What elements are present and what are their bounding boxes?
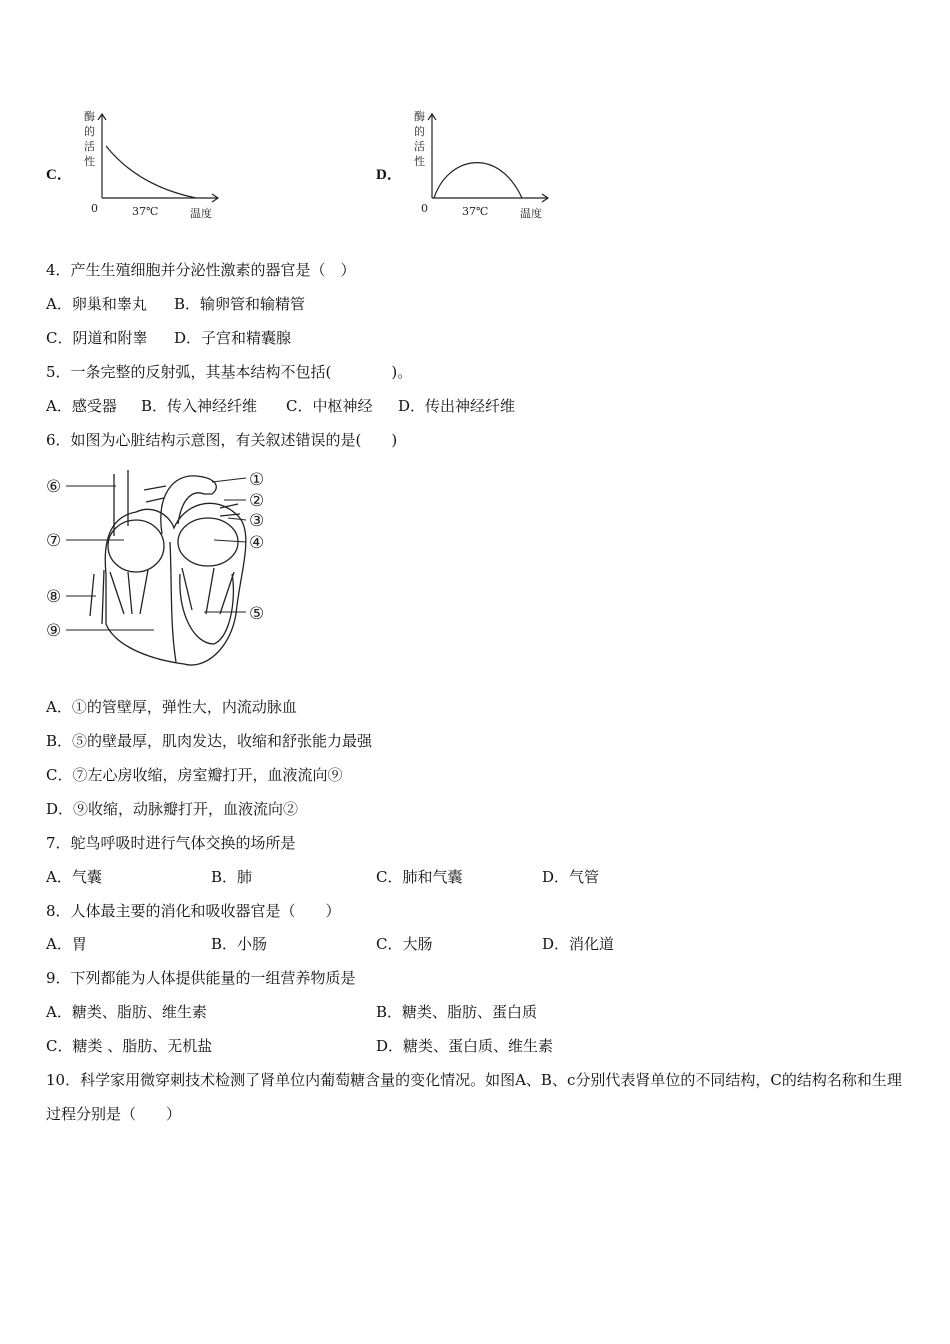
- question-4-stem: 4．产生生殖细胞并分泌性激素的器官是（ ）: [46, 261, 356, 279]
- option-c-label[interactable]: C．: [46, 167, 72, 183]
- q7-option-a[interactable]: A．气囊: [46, 868, 102, 886]
- heart-structure-diagram: [44, 464, 276, 676]
- graph-d-ylabel-3: 性: [414, 155, 425, 168]
- q7-option-c[interactable]: C．肺和气囊: [376, 868, 463, 886]
- graph-c-tick: 37℃: [132, 205, 159, 218]
- question-6-stem: 6．如图为心脏结构示意图，有关叙述错误的是( ): [46, 431, 398, 449]
- question-5-stem: 5．一条完整的反射弧，其基本结构不包括( )。: [46, 363, 413, 381]
- graph-d-tick: 37℃: [462, 205, 489, 218]
- graph-c-curve: [106, 146, 196, 198]
- graph-d-origin: 0: [421, 202, 428, 215]
- q4-option-d[interactable]: D．子宫和精囊腺: [174, 329, 292, 347]
- enzyme-activity-graph-d: [408, 106, 558, 226]
- q4-option-b[interactable]: B．输卵管和输精管: [174, 295, 306, 313]
- enzyme-activity-graph-c: [78, 106, 228, 226]
- q4-option-c[interactable]: C．阴道和附睾: [46, 329, 148, 347]
- q5-option-a[interactable]: A．感受器: [46, 397, 117, 415]
- pulmonary-artery: [144, 486, 166, 502]
- q6-option-d[interactable]: D．⑨收缩，动脉瓣打开，血液流向②: [46, 800, 299, 818]
- q7-option-d[interactable]: D．气管: [542, 868, 600, 886]
- left-atrium: [178, 518, 238, 566]
- q9-option-d[interactable]: D．糖类、蛋白质、维生素: [376, 1037, 554, 1055]
- septum: [170, 542, 176, 662]
- q9-option-a[interactable]: A．糖类、脂肪、维生素: [46, 1003, 207, 1021]
- q8-option-a[interactable]: A．胃: [46, 935, 87, 953]
- right-atrium: [108, 520, 164, 572]
- graph-d-ylabel-2: 活: [414, 140, 425, 153]
- q5-option-d[interactable]: D．传出神经纤维: [398, 397, 516, 415]
- graph-c-ylabel-2: 活: [84, 140, 95, 153]
- graph-c-origin: 0: [91, 202, 98, 215]
- heart-label-8: ⑧: [46, 587, 62, 607]
- heart-label-5: ⑤: [249, 604, 265, 624]
- question-9-stem: 9．下列都能为人体提供能量的一组营养物质是: [46, 969, 356, 987]
- question-10-stem: 10．科学家用微穿刺技术检测了肾单位内葡萄糖含量的变化情况。如图A、B、c分别代表肾单位的不同结构，C的结构名称和生理过程分别是（ ）: [46, 1071, 902, 1123]
- graph-d-ylabel-1: 的: [414, 125, 425, 138]
- q8-option-b[interactable]: B．小肠: [211, 935, 268, 953]
- mitral-valve: [182, 568, 234, 614]
- heart-label-6: ⑥: [46, 477, 62, 497]
- superior-vena-cava: [114, 470, 128, 536]
- q8-option-d[interactable]: D．消化道: [542, 935, 615, 953]
- heart-label-7: ⑦: [46, 531, 62, 551]
- q5-option-b[interactable]: B．传入神经纤维: [141, 397, 258, 415]
- q4-option-a[interactable]: A．卵巢和睾丸: [46, 295, 147, 313]
- heart-label-9: ⑨: [46, 621, 62, 641]
- heart-outline: [105, 503, 246, 665]
- q8-option-c[interactable]: C．大肠: [376, 935, 433, 953]
- q5-option-c[interactable]: C．中枢神经: [286, 397, 373, 415]
- q6-option-c[interactable]: C．⑦左心房收缩，房室瓣打开，血液流向⑨: [46, 766, 343, 784]
- aorta: [161, 476, 216, 534]
- heart-label-2: ②: [249, 491, 265, 511]
- graph-d-ylabel-0: 酶: [414, 110, 425, 123]
- question-7-stem: 7．鸵鸟呼吸时进行气体交换的场所是: [46, 834, 296, 852]
- inferior-vena-cava: [90, 570, 104, 624]
- graph-d-xlabel: 温度: [520, 207, 542, 220]
- q6-option-b[interactable]: B．⑤的壁最厚，肌肉发达，收缩和舒张能力最强: [46, 732, 373, 750]
- heart-label-3: ③: [249, 511, 265, 531]
- q6-option-a[interactable]: A．①的管壁厚，弹性大，内流动脉血: [46, 698, 297, 716]
- heart-label-1: ①: [249, 470, 265, 490]
- heart-label-4: ④: [249, 533, 265, 553]
- graph-c-ylabel-3: 性: [84, 155, 95, 168]
- graph-c-ylabel-0: 酶: [84, 110, 95, 123]
- question-8-stem: 8．人体最主要的消化和吸收器官是（ ）: [46, 902, 341, 920]
- option-d-label[interactable]: D．: [376, 167, 402, 183]
- tricuspid-valve: [110, 570, 148, 614]
- graph-c-xlabel: 温度: [190, 207, 212, 220]
- q9-option-b[interactable]: B．糖类、脂肪、蛋白质: [376, 1003, 538, 1021]
- graph-c-ylabel-1: 的: [84, 125, 95, 138]
- q9-option-c[interactable]: C．糖类 、脂肪、无机盐: [46, 1037, 213, 1055]
- q7-option-b[interactable]: B．肺: [211, 868, 253, 886]
- graph-d-curve: [434, 163, 522, 198]
